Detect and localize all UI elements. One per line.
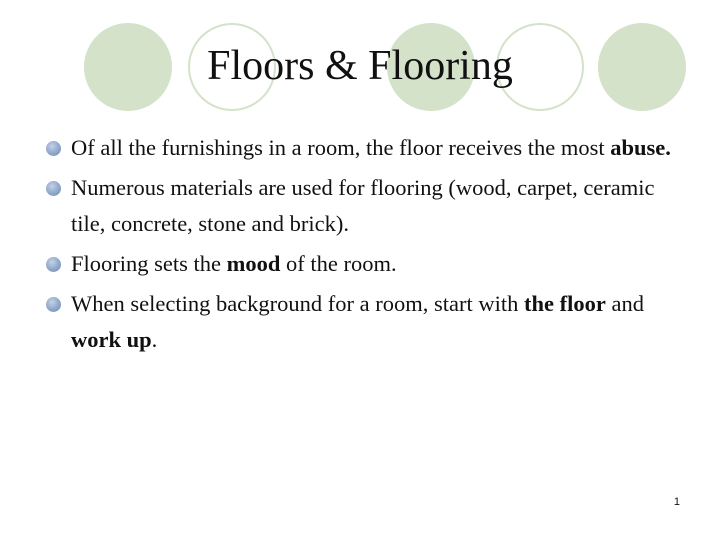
bullet-item (46, 130, 676, 166)
bullet-icon (46, 141, 61, 156)
bullet-list (46, 130, 676, 362)
bullet-item (46, 246, 676, 282)
bullet-text: Numerous materials are used for flooring (wood, carpet, ceramic tile, concrete, stone and brick). (71, 175, 655, 236)
slide-title: Floors & Flooring (207, 43, 513, 89)
bullet-text: When selecting background for a room, start with the floor and work up. (71, 291, 644, 352)
bullet-icon (46, 181, 61, 196)
bullet-item (46, 286, 676, 358)
bullet-text: Of all the furnishings in a room, the floor receives the most abuse. (71, 135, 671, 160)
bullet-text: Flooring sets the mood of the room. (71, 251, 397, 276)
bullet-item (46, 170, 676, 242)
bullet-icon (46, 297, 61, 312)
bullet-icon (46, 257, 61, 272)
page-number: 1 (673, 496, 680, 508)
